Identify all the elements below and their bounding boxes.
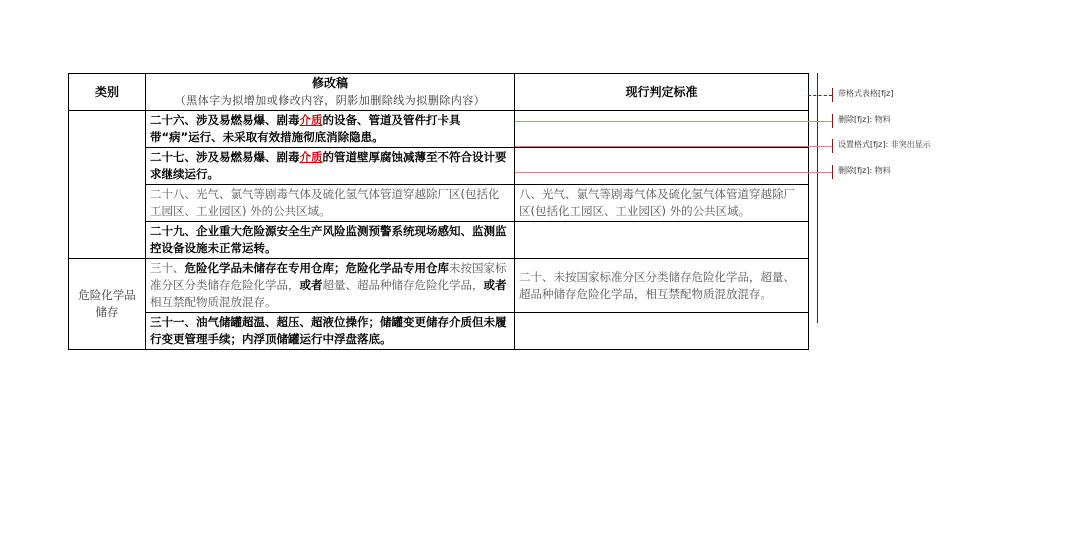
table-row: [69, 111, 809, 148]
comment-connector: [808, 95, 832, 96]
draft-cell[interactable]: [146, 148, 515, 185]
table-row: [69, 259, 809, 313]
draft-text-bold: 危险化学品未储存在专用仓库；危险化学品专用仓库: [184, 261, 449, 275]
table-row: [69, 222, 809, 259]
comment-balloon[interactable]: 删除[fjz]: 物料: [832, 114, 891, 128]
draft-cell[interactable]: [146, 111, 515, 148]
draft-text-plain: 相互禁配物质混放混存。: [150, 295, 277, 309]
table-row: [69, 313, 809, 350]
header-standard: 现行判定标准: [515, 74, 809, 111]
draft-number: 三十、: [150, 261, 185, 275]
comment-connector: [515, 172, 832, 173]
comment-pane-divider: [817, 73, 818, 323]
table-row: [69, 148, 809, 185]
table-row: [69, 185, 809, 222]
revision-mark[interactable]: 介质: [299, 113, 323, 127]
comment-balloon[interactable]: 带格式表格[fjz]: [832, 88, 893, 102]
category-cell-empty: [69, 111, 146, 259]
draft-cell[interactable]: 二十八、光气、氯气等剧毒气体及硫化氢气体管道穿越除厂区(包括化工园区、工业园区) 外的公共区域。: [146, 185, 515, 222]
header-category: 类别: [69, 74, 146, 111]
comment-balloon[interactable]: 设置格式[fjz]: 非突出显示: [832, 139, 931, 153]
comment-connector: [515, 121, 832, 122]
revision-mark[interactable]: 介质: [299, 150, 323, 164]
standard-cell[interactable]: [515, 222, 809, 259]
header-draft-title: 修改稿: [311, 76, 348, 90]
draft-text: 二十六、涉及易燃易爆、剧毒: [150, 113, 300, 127]
draft-text-bold: 或者: [299, 278, 323, 292]
draft-cell[interactable]: [146, 259, 515, 313]
header-draft: [146, 74, 515, 111]
standard-cell[interactable]: [515, 148, 809, 185]
standard-cell[interactable]: 二十、未按国家标准分区分类储存危险化学品，超量、超品种储存危险化学品，相互禁配物质混放混存。: [515, 259, 809, 313]
header-draft-note: （黑体字为拟增加或修改内容，阴影加删除线为拟删除内容）: [174, 94, 486, 107]
draft-text: 二十七、涉及易燃易爆、剧毒: [150, 150, 300, 164]
table-header-row: [69, 74, 809, 111]
draft-cell[interactable]: 二十九、企业重大危险源安全生产风险监测预警系统现场感知、监测监控设备设施未正常运转。: [146, 222, 515, 259]
draft-text: 的管道壁厚腐蚀减薄至不符合设计要求继续运行。: [150, 150, 507, 181]
standard-cell[interactable]: [515, 111, 809, 148]
standard-cell[interactable]: [515, 313, 809, 350]
comment-balloon[interactable]: 删除[fjz]: 物料: [832, 165, 891, 179]
draft-text-bold: 或者: [483, 278, 507, 292]
comment-connector: [515, 146, 832, 147]
revision-comparison-table: [68, 73, 809, 350]
draft-text-plain: 未按国家标准分区分类储存危险化学品，: [150, 261, 507, 292]
draft-text-plain: 超量、超品种储存危险化学品，: [322, 278, 484, 292]
draft-text: 的设备、管道及管件打卡具带“病”运行、未采取有效措施彻底消除隐患。: [150, 113, 461, 144]
draft-cell[interactable]: 三十一、油气储罐超温、超压、超液位操作；储罐变更储存介质但未履行变更管理手续；内浮顶储罐运行中浮盘落底。: [146, 313, 515, 350]
category-cell: 危险化学品储存: [69, 259, 146, 350]
standard-cell[interactable]: 八、光气、氯气等剧毒气体及硫化氢气体管道穿越除厂区(包括化工园区、工业园区) 外的公共区域。: [515, 185, 809, 222]
